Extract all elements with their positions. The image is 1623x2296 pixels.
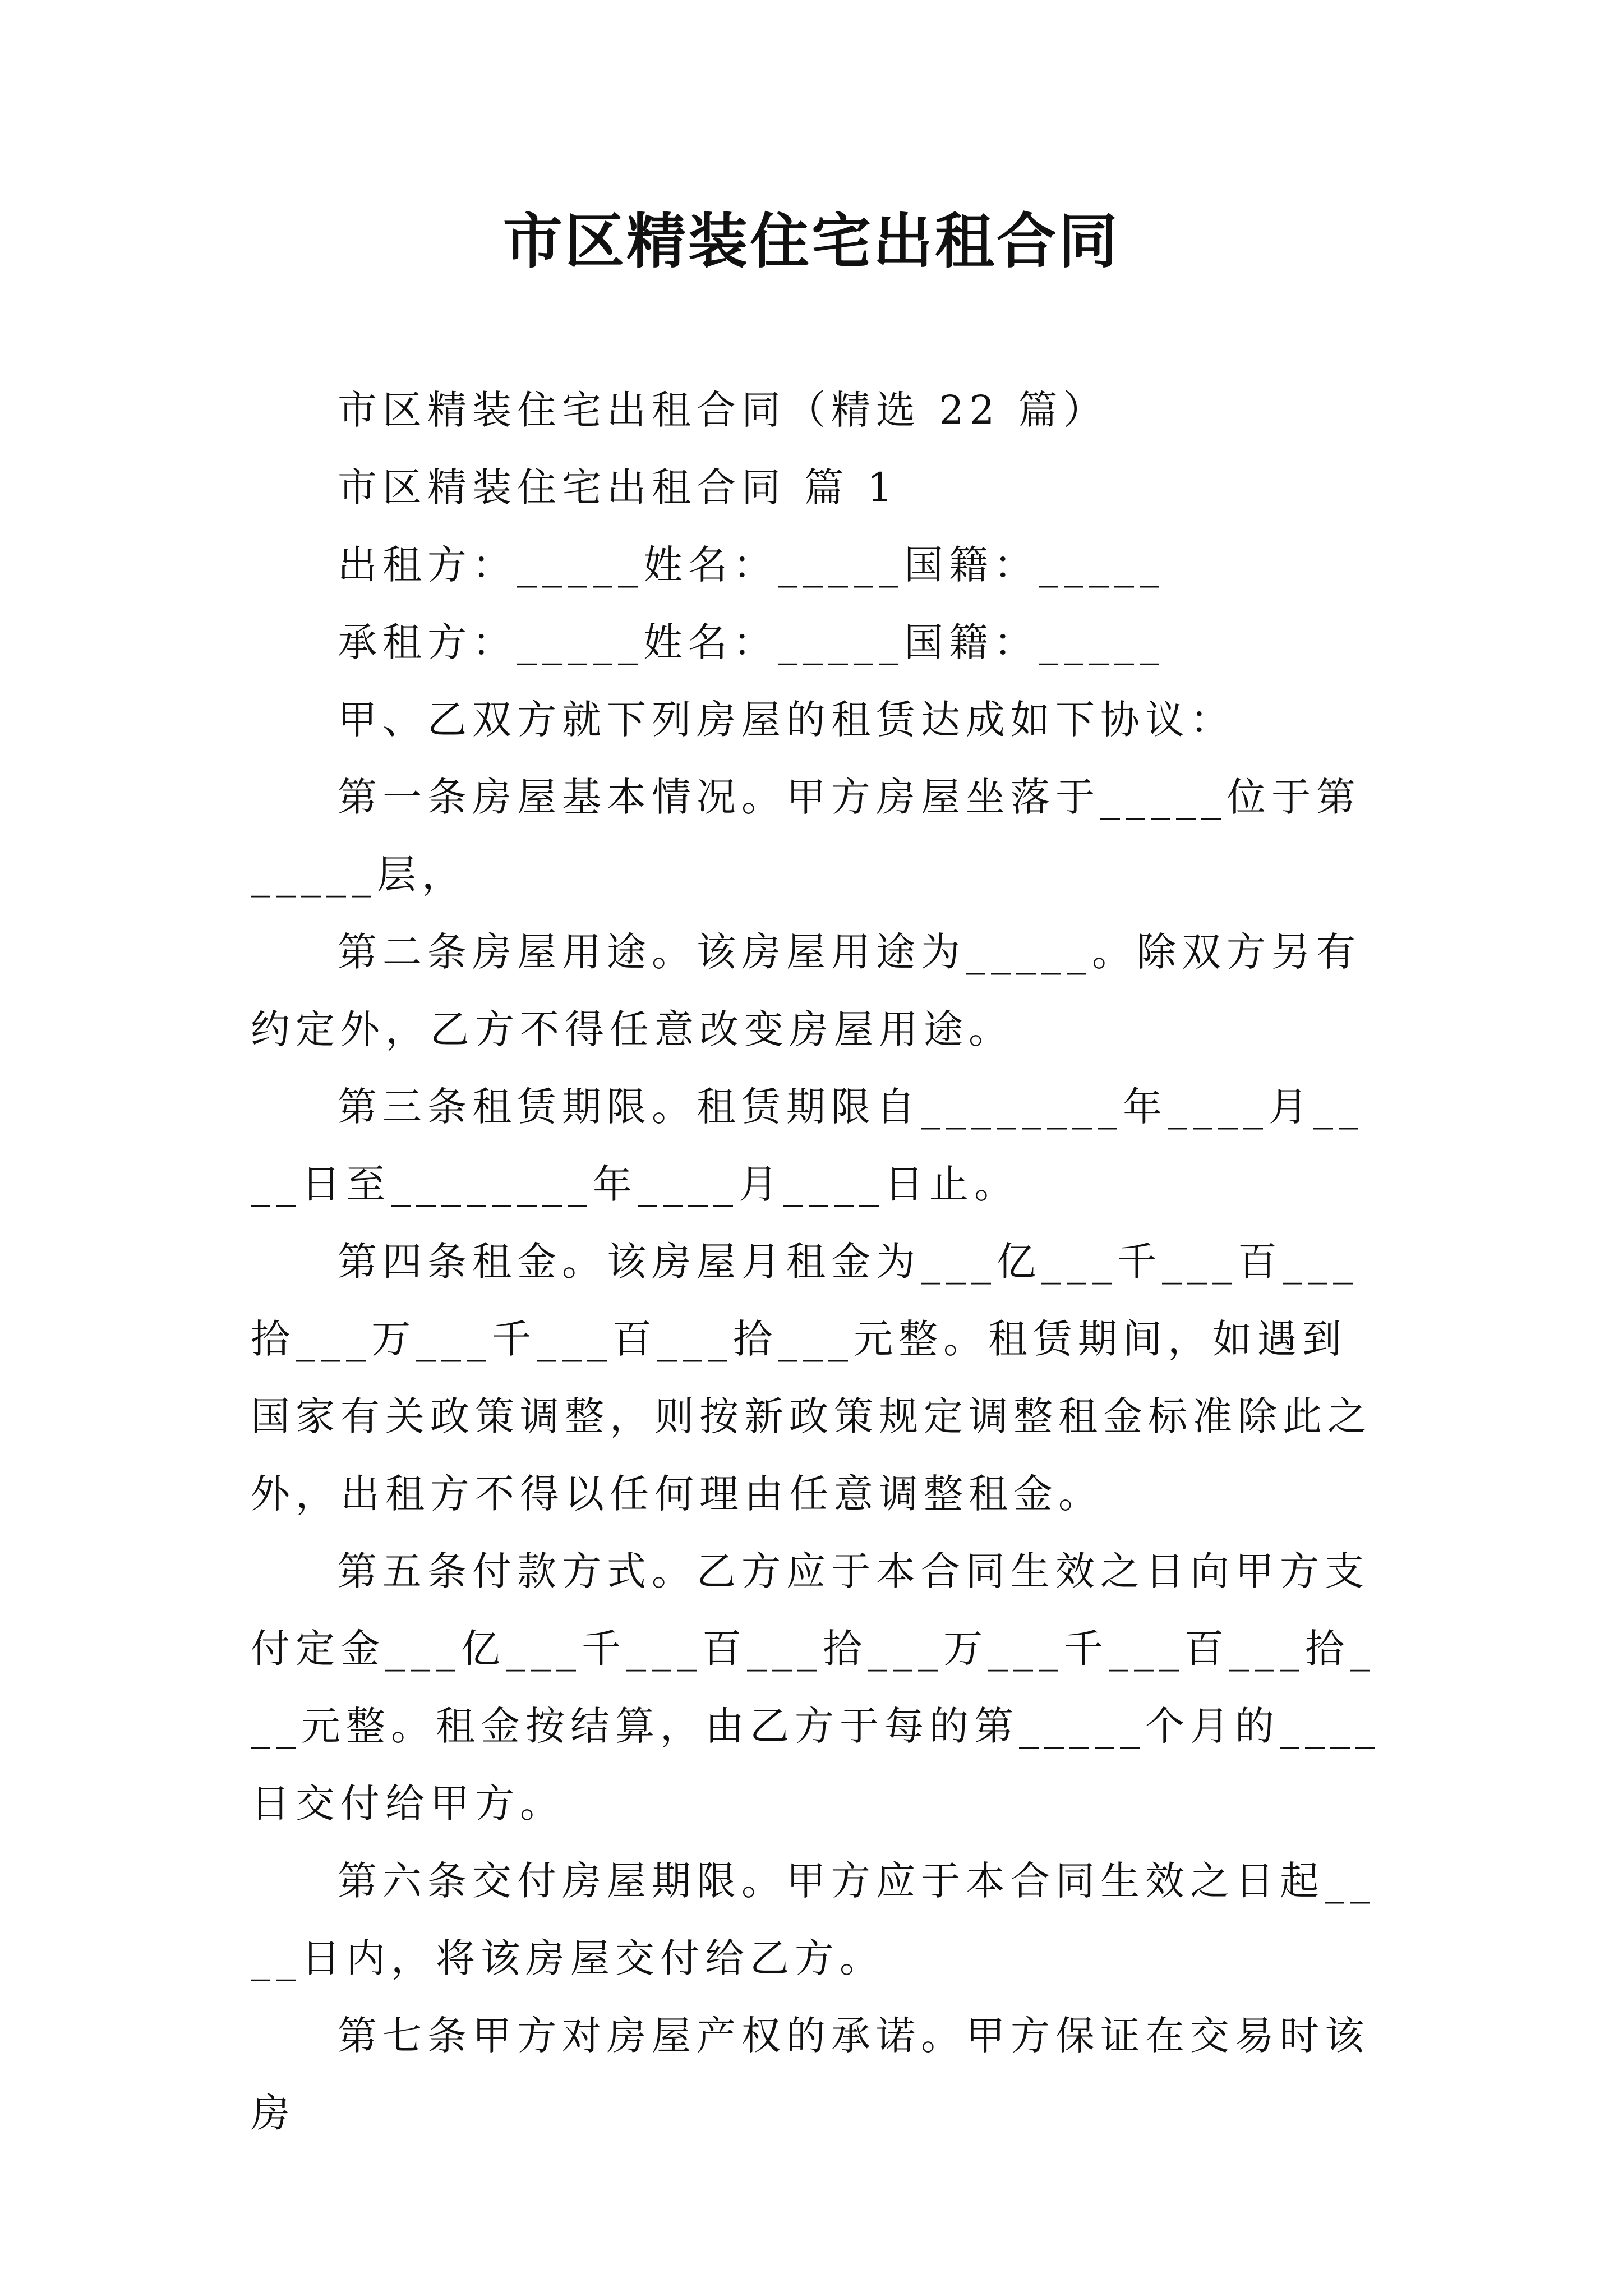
clause-6: 第六条交付房屋期限。甲方应于本合同生效之日起____日内，将该房屋交付给乙方。 [251, 1858, 1375, 1981]
document-title: 市区精装住宅出租合同 [503, 206, 1120, 276]
clause-3: 第三条租赁期限。租赁期限自________年____月____日至________年____月____日止。 [251, 1084, 1364, 1207]
clause-1: 第一条房屋基本情况。甲方房屋坐落于_____位于第_____层， [251, 774, 1361, 898]
lessor-line: 出租方：_____姓名：_____国籍：_____ [338, 542, 1165, 588]
clause-4: 第四条租金。该房屋月租金为___亿___千___百___拾___万___千___百___拾___元整。租赁期间，如遇到国家有关政策调整，则按新政策规定调整租金标准除此之外，出租方不得以任何理由任意调整租金。 [251, 1239, 1372, 1517]
section-heading: 市区精装住宅出租合同 篇 1 [338, 464, 898, 510]
clause-5: 第五条付款方式。乙方应于本合同生效之日向甲方支付定金___亿___千___百___拾___万___千___百___拾___元整。租金按结算，由乙方于每的第_____个月的____日交付给甲方。 [251, 1548, 1381, 1826]
document-body [251, 371, 1384, 2152]
clause-7: 第七条甲方对房屋产权的承诺。甲方保证在交易时该房 [251, 2013, 1370, 2136]
clause-2: 第二条房屋用途。该房屋用途为_____。除双方另有约定外，乙方不得任意改变房屋用途。 [251, 929, 1361, 1052]
subtitle-paragraph: 市区精装住宅出租合同（精选 22 篇） [338, 387, 1108, 433]
lessee-line: 承租方：_____姓名：_____国籍：_____ [338, 619, 1165, 665]
agreement-intro: 甲、乙双方就下列房屋的租赁达成如下协议： [338, 697, 1235, 743]
